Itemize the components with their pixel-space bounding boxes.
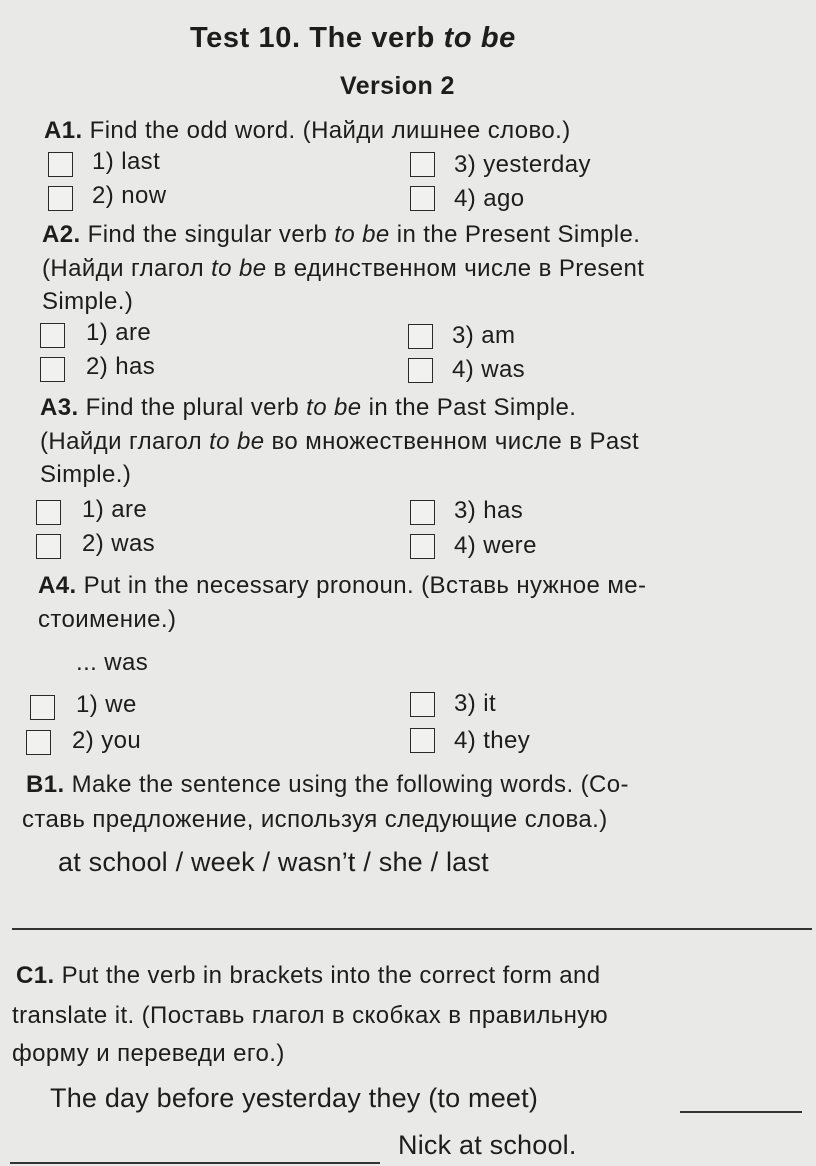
a2-prompt-line2: (Найди глагол to be в единственном числе в Present xyxy=(42,255,645,282)
a2-option-2-checkbox[interactable] xyxy=(40,357,65,382)
a4-prompt-line1: A4. Put in the necessary pronoun. (Вставь нужное ме- xyxy=(38,572,647,599)
a1-number: A1. xyxy=(44,117,83,144)
b1-number: B1. xyxy=(26,771,65,798)
a3-option-1-checkbox[interactable] xyxy=(36,500,61,525)
a4-option-2-checkbox[interactable] xyxy=(26,730,51,755)
title-text: Test 10. The verb xyxy=(190,22,444,54)
a3-option-2-label: 2) was xyxy=(82,530,156,557)
c1-prompt-line1: C1. Put the verb in brackets into the correct form and xyxy=(16,962,601,989)
a3-prompt-line3: Simple.) xyxy=(40,461,132,488)
a2-option-3-label: 3) am xyxy=(452,322,516,349)
a2-prompt-line1: A2. Find the singular verb to be in the Present Simple. xyxy=(42,221,641,248)
title-verb: to be xyxy=(443,22,516,54)
c1-prompt-line2: translate it. (Поставь глагол в скобках в правильную xyxy=(12,1002,609,1029)
a3-option-3-checkbox[interactable] xyxy=(410,500,435,525)
a4-number: A4. xyxy=(38,572,77,599)
a4-option-3-label: 3) it xyxy=(454,690,497,717)
a4-option-3-checkbox[interactable] xyxy=(410,692,435,717)
a3-prompt-line1: A3. Find the plural verb to be in the Past Simple. xyxy=(40,394,577,421)
a4-option-4-checkbox[interactable] xyxy=(410,728,435,753)
a1-option-1-checkbox[interactable] xyxy=(48,152,73,177)
a1-option-4-checkbox[interactable] xyxy=(410,186,435,211)
a1-option-2-label: 2) now xyxy=(92,182,167,209)
a2-option-3-checkbox[interactable] xyxy=(408,324,433,349)
a3-option-4-checkbox[interactable] xyxy=(410,534,435,559)
a1-option-1-label: 1) last xyxy=(92,148,161,175)
a2-option-4-checkbox[interactable] xyxy=(408,358,433,383)
a3-option-3-label: 3) has xyxy=(454,497,524,524)
c1-answer-blank-1[interactable] xyxy=(680,1111,802,1113)
version-label: Version 2 xyxy=(340,72,455,100)
test-title xyxy=(190,22,516,55)
c1-sentence-part2: Nick at school. xyxy=(398,1130,577,1160)
a4-option-4-label: 4) they xyxy=(454,727,531,754)
b1-prompt-line1: B1. Make the sentence using the following words. (Со- xyxy=(26,771,629,798)
a3-number: A3. xyxy=(40,394,79,421)
a3-prompt-line2: (Найди глагол to be во множественном числе в Past xyxy=(40,428,640,455)
a3-option-1-label: 1) are xyxy=(82,496,148,523)
a2-number: A2. xyxy=(42,221,81,248)
a1-text: Find the odd word. (Найди лишнее слово.) xyxy=(82,117,571,144)
a2-option-4-label: 4) was xyxy=(452,356,526,383)
b1-word-list: at school / week / wasn’t / she / last xyxy=(58,847,489,877)
a3-option-4-label: 4) were xyxy=(454,532,537,559)
a4-prompt-line2: стоимение.) xyxy=(38,606,177,633)
a2-option-1-label: 1) are xyxy=(86,319,152,346)
a2-option-1-checkbox[interactable] xyxy=(40,323,65,348)
a3-option-2-checkbox[interactable] xyxy=(36,534,61,559)
a4-option-1-checkbox[interactable] xyxy=(30,695,55,720)
b1-answer-line[interactable] xyxy=(12,928,812,930)
a1-option-4-label: 4) ago xyxy=(454,185,525,212)
a2-prompt-line3: Simple.) xyxy=(42,288,134,315)
a1-option-2-checkbox[interactable] xyxy=(48,186,73,211)
c1-sentence-part1: The day before yesterday they (to meet) xyxy=(50,1083,539,1113)
c1-number: C1. xyxy=(16,962,55,989)
a1-prompt xyxy=(44,117,571,145)
b1-prompt-line2: ставь предложение, используя следующие слова.) xyxy=(22,806,608,833)
a1-option-3-checkbox[interactable] xyxy=(410,152,435,177)
c1-answer-blank-2[interactable] xyxy=(10,1162,380,1164)
a4-option-1-label: 1) we xyxy=(76,691,137,718)
a1-option-3-label: 3) yesterday xyxy=(454,151,591,178)
c1-prompt-line3: форму и переведи его.) xyxy=(12,1040,285,1067)
a2-option-2-label: 2) has xyxy=(86,353,156,380)
a4-stem: ... was xyxy=(76,649,149,676)
a4-option-2-label: 2) you xyxy=(72,727,142,754)
